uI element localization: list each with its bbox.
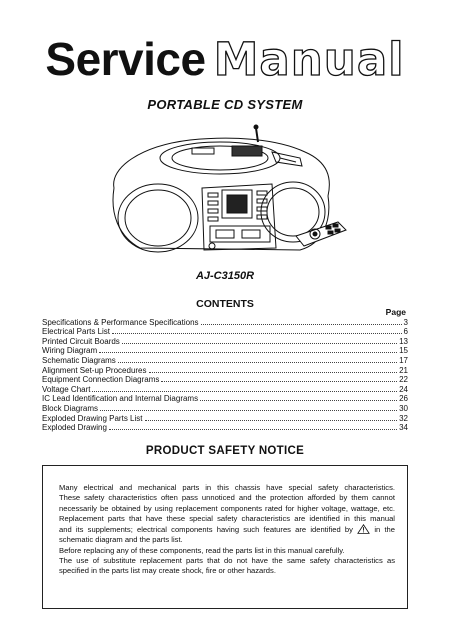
- toc-item[interactable]: Voltage Chart 24: [42, 384, 408, 394]
- toc-item[interactable]: Block Diagrams 30: [42, 403, 408, 413]
- safety-notice-heading: PRODUCT SAFETY NOTICE: [145, 445, 305, 457]
- safety-notice-box: [42, 465, 408, 609]
- toc-item[interactable]: IC Lead Identification and Internal Diagrams 26: [42, 394, 408, 404]
- toc-item[interactable]: Electrical Parts List 6: [42, 327, 408, 337]
- title-service: Service: [45, 33, 206, 85]
- manual-title: [0, 32, 450, 86]
- table-of-contents: [42, 317, 408, 432]
- cd-boombox-illustration: [100, 118, 350, 268]
- safety-notice-text: Many electrical and mechanical parts in this chassis have special safety characteristics. These safety characteristics often pass unnoticed and the protection afforded by them cannot necessarily be obtained by using replacement components rated for higher voltage, wattage, etc. Replacement parts that have these special safety characteristics are identified in this manual and its supplements; electrical components having such features are identified by in the schematic diagram and the parts list. Before replacing any of these components, read the parts list in this manual carefully. The use of substitute replacement parts that do not have the same safety characteristics as specified in the parts list may create shock, fire or other hazards.: [59, 483, 396, 576]
- page-column-header: Page: [385, 307, 406, 317]
- toc-item[interactable]: Equipment Connection Diagrams 22: [42, 375, 408, 385]
- toc-item[interactable]: Specifications & Performance Specifications 3: [42, 317, 408, 327]
- toc-item[interactable]: Alignment Set-up Procedures 21: [42, 365, 408, 375]
- toc-item[interactable]: Wiring Diagram 15: [42, 346, 408, 356]
- title-manual: Manual: [213, 33, 405, 86]
- warning-triangle-icon: [357, 524, 370, 534]
- toc-item[interactable]: Exploded Drawing 34: [42, 423, 408, 433]
- model-number: AJ-C3150R: [195, 270, 255, 282]
- toc-item[interactable]: Exploded Drawing Parts List 32: [42, 413, 408, 423]
- toc-item[interactable]: Schematic Diagrams 17: [42, 355, 408, 365]
- contents-heading: CONTENTS: [196, 298, 254, 310]
- product-category: PORTABLE CD SYSTEM: [147, 97, 303, 112]
- toc-item[interactable]: Printed Circuit Boards 13: [42, 336, 408, 346]
